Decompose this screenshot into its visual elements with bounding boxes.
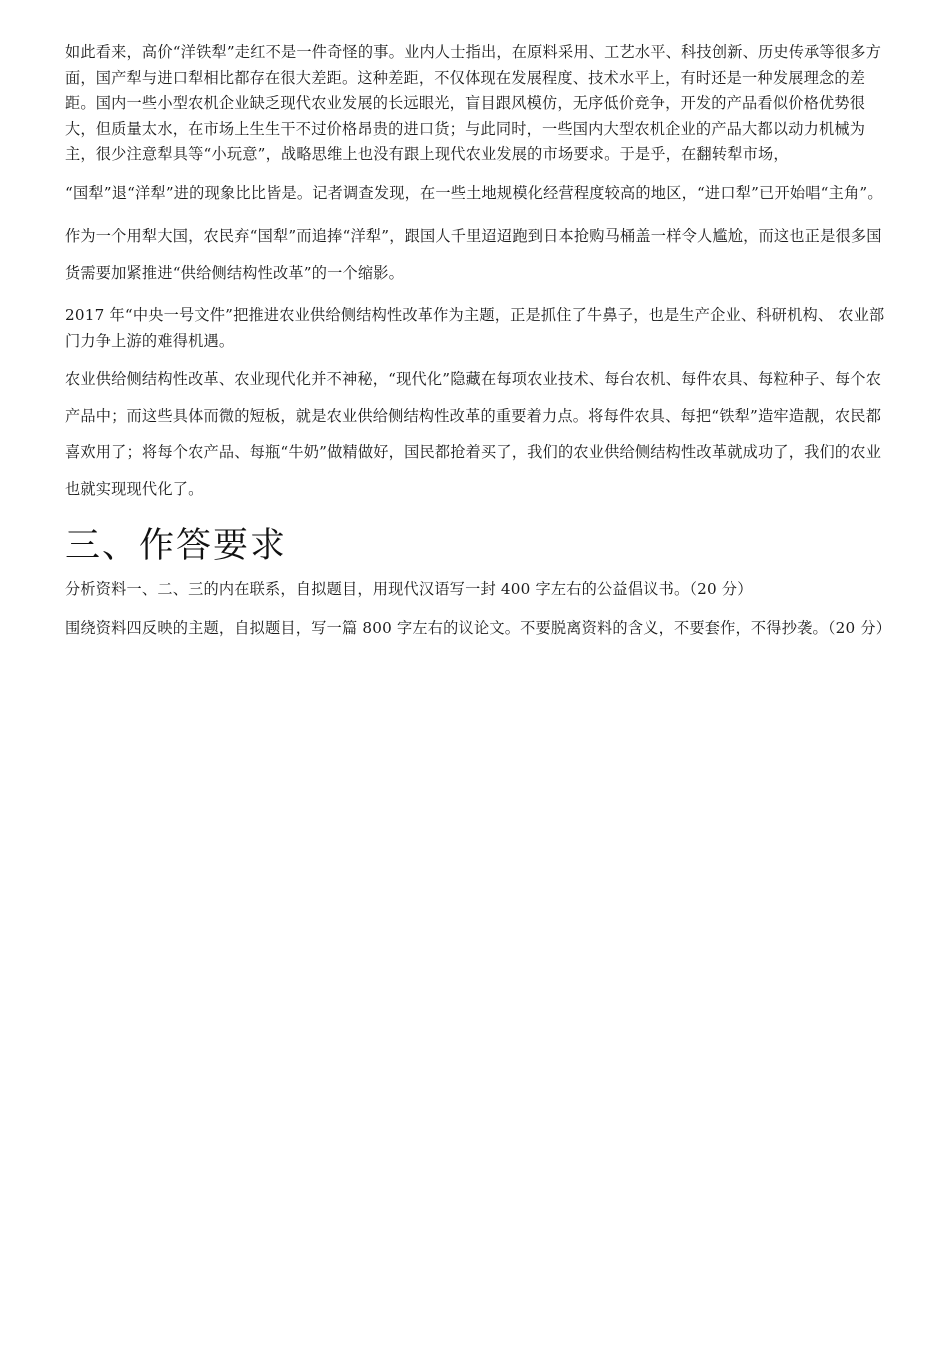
material-paragraph-1: 如此看来，高价“洋铁犁”走红不是一件奇怪的事。业内人士指出，在原料采用、工艺水平、科技创新、历史传承等很多方面，国产犁与进口犁相比都存在很大差距。这种差距，不仅体现在发展程度、技术水平上，有时还是一种发展理念的差距。国内一些小型农机企业缺乏现代农业发展的长远眼光，盲目跟风模仿，无序低价竞争，开发的产品看似价格优势很大，但质量太水，在市场上生生干不过价格昂贵的进口货；与此同时，一些国内大型农机企业的产品大都以动力机械为主，很少注意犁具等“小玩意”，战略思维上也没有跟上现代农业发展的市场要求。于是乎，在翻转犁市场， xyxy=(65,43,882,163)
question-2: 围绕资料四反映的主题，自拟题目，写一篇 800 字左右的议论文。不要脱离资料的含义，不要套作，不得抄袭。（20 分） xyxy=(65,618,892,637)
section-heading: 三、作答要求 xyxy=(65,526,288,566)
material-paragraph-3: 作为一个用犁大国，农民弃“国犁”而追捧“洋犁”，跟国人千里迢迢跑到日本抢购马桶盖一样令人尴尬，而这也正是很多国货需要加紧推进“供给侧结构性改革”的一个缩影。 xyxy=(65,227,882,282)
question-1: 分析资料一、二、三的内在联系，自拟题目，用现代汉语写一封 400 字左右的公益倡议书。（20 分） xyxy=(65,580,753,598)
material-paragraph-2: “国犁”退“洋犁”进的现象比比皆是。记者调查发现，在一些土地规模化经营程度较高的地区，“进口犁”已开始唱“主角”。 xyxy=(65,183,883,202)
material-paragraph-5: 农业供给侧结构性改革、农业现代化并不神秘，“现代化”隐藏在每项农业技术、每台农机、每件农具、每粒种子、每个农产品中；而这些具体而微的短板，就是农业供给侧结构性改革的重要着力点。将每件农具、每把“铁犁”造牢造靓，农民都喜欢用了；将每个农产品、每瓶“牛奶”做精做好，国民都抢着买了，我们的农业供给侧结构性改革就成功了，我们的农业也就实现现代化了。 xyxy=(65,370,882,498)
document-page xyxy=(65,40,895,646)
material-paragraph-4: 2017 年“中央一号文件”把推进农业供给侧结构性改革作为主题，正是抓住了牛鼻子，也是生产企业、科研机构、 农业部门力争上游的难得机遇。 xyxy=(65,306,885,350)
